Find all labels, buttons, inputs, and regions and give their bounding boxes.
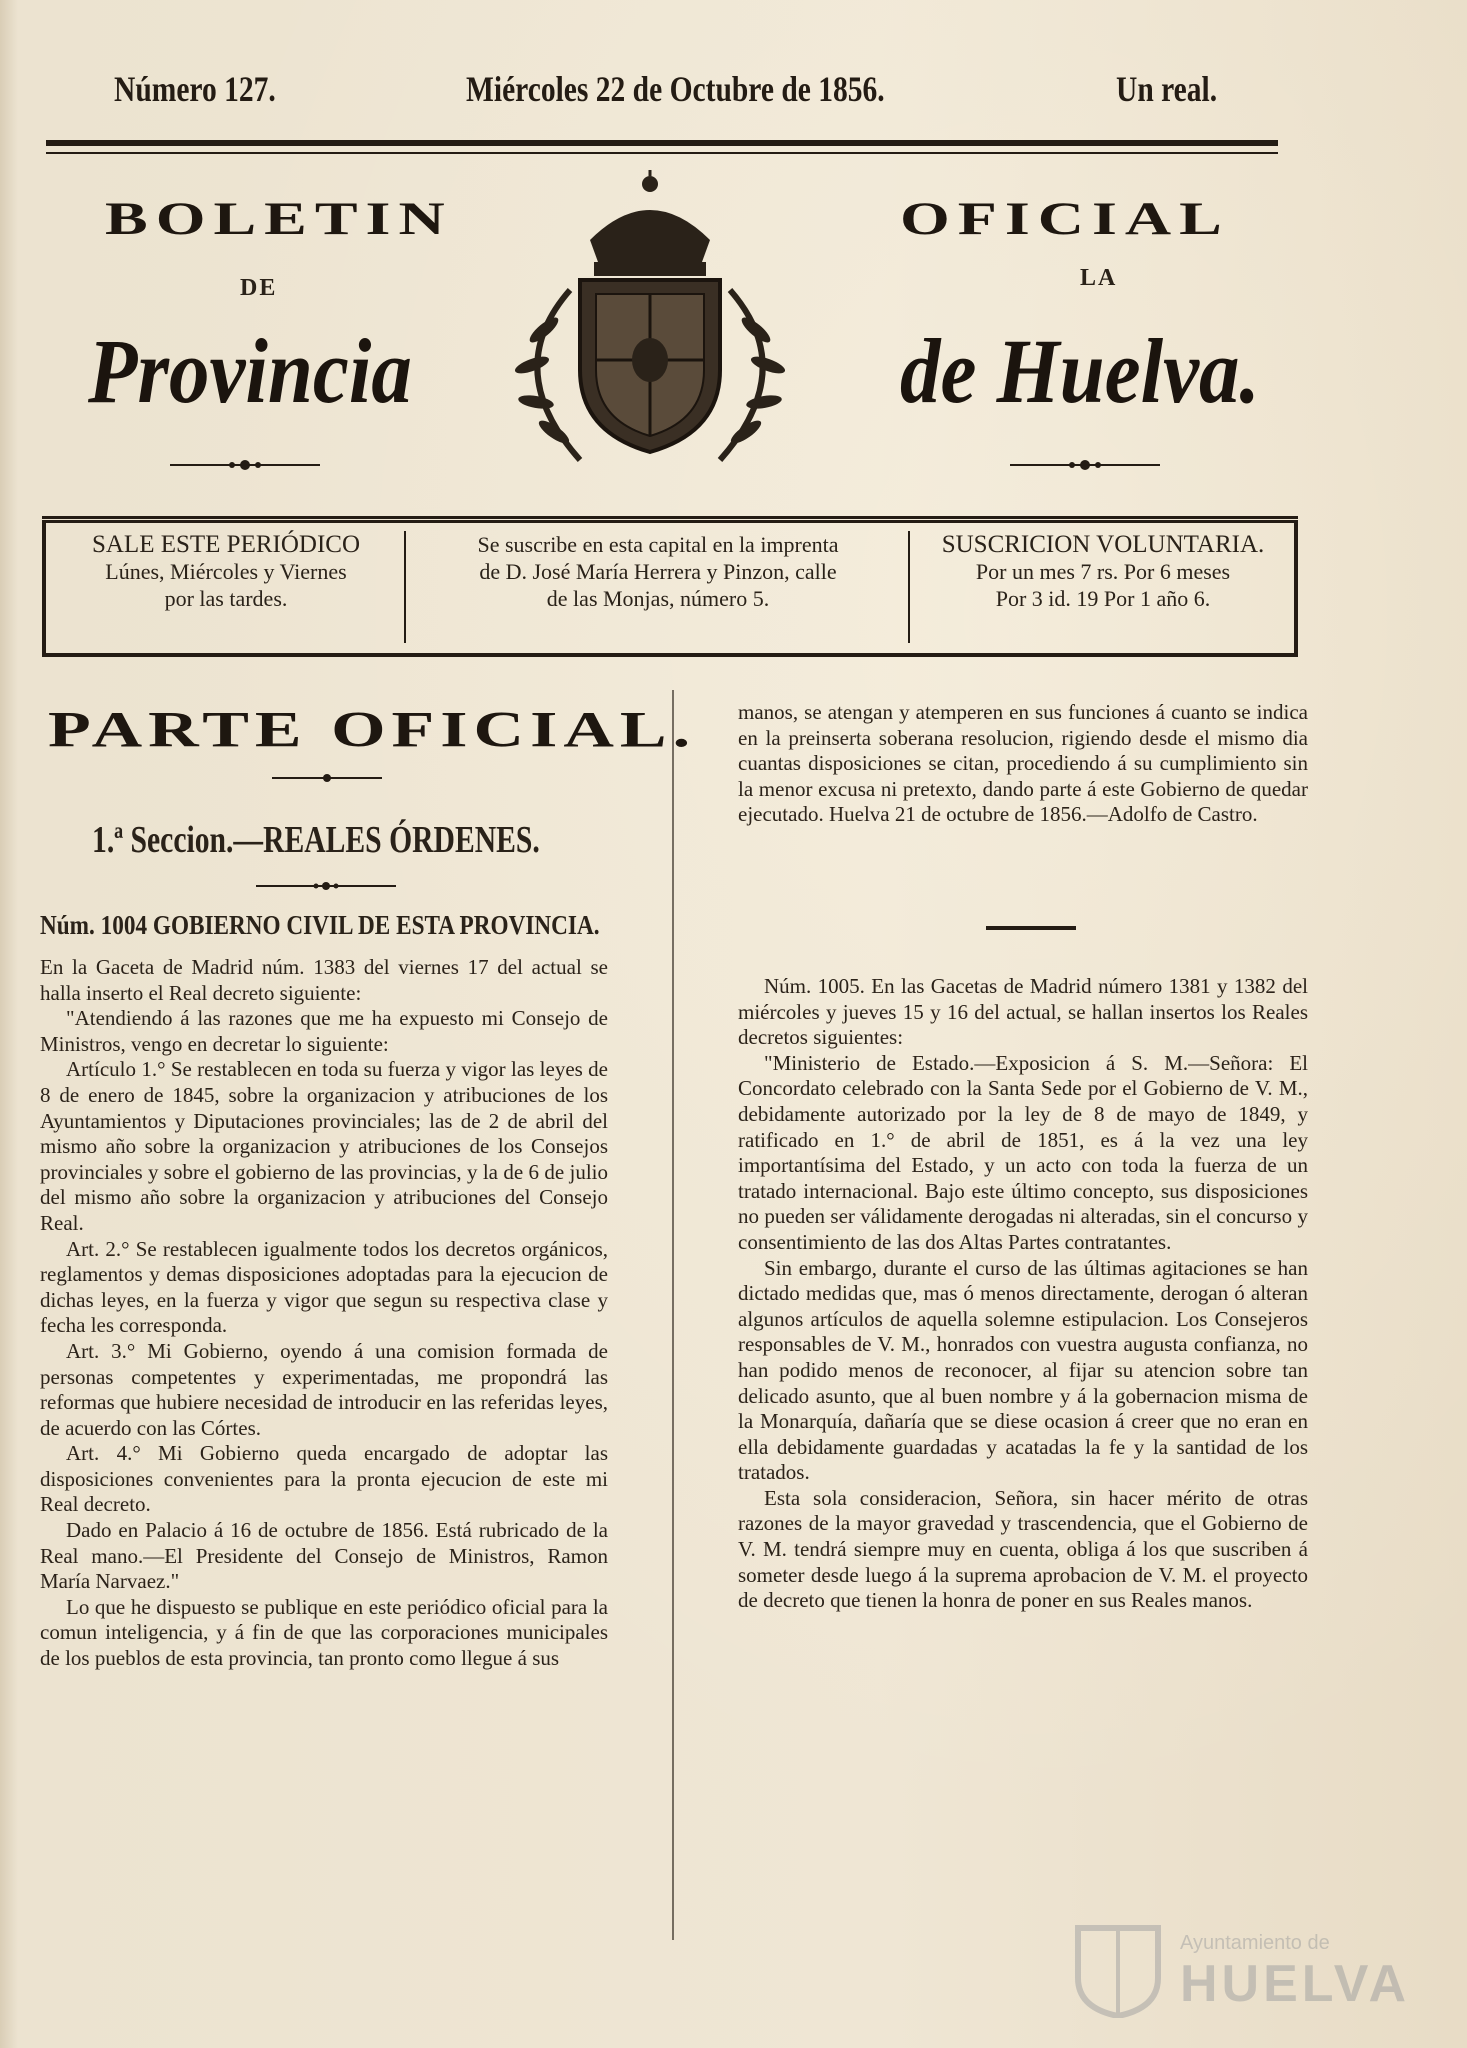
masthead-rule-thin <box>46 152 1278 154</box>
right-column-continuation <box>738 700 1308 828</box>
paragraph: manos, se atengan y atemperen en sus funciones á cuanto se indica en la preinserta soberana resolucion, rigiendo desde el mismo dia cuantas disposiciones se citan, procediendo á su cumplimiento sin la menor excusa ni pretexto, dando parte á este Gobierno de quedar ejecutado. Huelva 21 de octubre de 1856.—Adolfo de Castro. <box>738 700 1308 827</box>
title-boletin: BOLETIN <box>105 192 453 244</box>
title-la: LA <box>1080 265 1118 291</box>
paragraph: "Atendiendo á las razones que me ha expuesto mi Consejo de Ministros, vengo en decretar lo siguiente: <box>40 1006 608 1056</box>
title-provincia: Provincia <box>88 320 412 422</box>
paragraph: En la Gaceta de Madrid núm. 1383 del viernes 17 del actual se halla inserto el Real decreto siguiente: <box>40 955 608 1005</box>
paragraph: Art. 3.° Mi Gobierno, oyendo á una comision formada de personas competentes y experimentadas, me propondrá las reformas que hubiere necesidad de introducir en las referidas leyes, de acuerdo con las Córtes. <box>40 1338 608 1440</box>
paragraph: Esta sola consideracion, Señora, sin hacer mérito de otras razones de la mayor gravedad y trascendencia, que el Gobierno de V. M. tendrá siempre muy en cuenta, obliga á los que suscriben á someter desde luego á la suprema aprobacion de V. M. el proyecto de decreto que tienen la honra de poner en sus Reales manos. <box>738 1485 1308 1613</box>
infobox-left-border <box>42 523 46 653</box>
issue-date: Miércoles 22 de Octubre de 1856. <box>466 69 885 109</box>
title-oficial: OFICIAL <box>900 192 1230 244</box>
subscription-prices: SUSCRICION VOLUNTARIA. Por un mes 7 rs. Por 6 meses Por 3 id. 19 Por 1 año 6. <box>941 531 1265 611</box>
paragraph: Art. 4.° Mi Gobierno queda encargado de adoptar las disposiciones convenientes para la pronta ejecucion de este mi Real decreto. <box>40 1441 608 1517</box>
title-de: DE <box>240 275 278 301</box>
infobox-right-border <box>1294 523 1298 653</box>
right-column-text <box>738 974 1308 1614</box>
ornament-left-icon <box>170 458 320 472</box>
paragraph: "Ministerio de Estado.—Exposicion á S. M.—Señora: El Concordato celebrado con la Santa Sede por el Gobierno de V. M., debidamente autorizado por la ley de 8 de mayo de 1849, y ratificado en 1.° de abril de 1851, es á la vez una ley importantísima del Estado, y un acto con toda la fuerza de un tratado internacional. Bajo este último concepto, sus disposiciones no pueden ser válidamente derogadas ni alteradas, sin el concurso y consentimiento de las dos Altas Partes contratantes. <box>738 1050 1308 1254</box>
parte-oficial-heading: PARTE OFICIAL. <box>48 702 697 759</box>
paragraph: Lo que he dispuesto se publique en este periódico oficial para la comun inteligencia, y á fin de que las corporaciones municipales de los pueblos de esta provincia, tan pronto como llegue á sus <box>40 1594 608 1671</box>
publication-days: SALE ESTE PERIÓDICO Lúnes, Miércoles y Viernes por las tardes. <box>91 531 361 611</box>
paragraph: Dado en Palacio á 16 de octubre de 1856. Está rubricado de la Real mano.—El Presidente del Consejo de Ministros, Ramon María Narvaez." <box>40 1518 608 1594</box>
section-heading: 1.ª Seccion.—REALES ÓRDENES. <box>92 819 540 861</box>
left-column-text <box>40 955 608 1672</box>
column-divider <box>672 690 674 1940</box>
infobox-bottom-rule <box>42 654 1298 657</box>
ornament-right-icon <box>1010 458 1160 472</box>
dateline <box>0 68 1467 118</box>
infobox-divider-2 <box>908 531 910 643</box>
infobox-divider-1 <box>404 531 406 643</box>
subscription-infobox <box>42 520 1298 656</box>
masthead-rule-thick <box>46 140 1278 146</box>
archive-watermark <box>1068 1918 1411 2028</box>
paragraph: Art. 2.° Se restablecen igualmente todos los decretos orgánicos, reglamentos y demas disposiciones adoptadas para la ejecucion de dichas leyes, en la fuerza y vigor que segun su respectiva clase y fecha les corresponda. <box>40 1236 608 1338</box>
ornament-parte-icon <box>272 772 382 784</box>
paragraph: Artículo 1.° Se restablecen en toda su fuerza y vigor las leyes de 8 de enero de 1845, sobre la organizacion y atribuciones de los Ayuntamientos y Diputaciones provinciales; las de 2 de abril del mismo año sobre la organizacion y atribuciones de los Consejos provinciales y sobre el gobierno de las provincias, y la de 6 de julio del mismo año sobre la organizacion y atribuciones del Consejo Real. <box>40 1057 608 1235</box>
issue-price: Un real. <box>1116 69 1218 109</box>
paragraph: Núm. 1005. En las Gacetas de Madrid número 1381 y 1382 del miércoles y jueves 15 y 16 del actual, se hallan insertos los Reales decretos siguientes: <box>738 974 1308 1050</box>
infobox-top-rule <box>42 516 1298 519</box>
title-huelva: de Huelva. <box>900 320 1260 422</box>
notice-1004-heading: Núm. 1004 GOBIERNO CIVIL DE ESTA PROVINCIA. <box>40 910 600 940</box>
watermark-line1: Ayuntamiento de <box>1180 1932 1330 1954</box>
paragraph: Sin embargo, durante el curso de las últimas agitaciones se han dictado medidas que, mas ó menos directamente, derogan ó alteran algunos artículos de aquella solemne estipulacion. Los Consejeros responsables de V. M., honrados con vuestra augusta confianza, no han podido menos de reconocer, al fijar su atencion sobre tan delicado asunto, que al buen nombre y á la gobernacion misma de la Monarquía, dañaría que se diese ocasion á creer que no eran en ella debidamente guardadas y acatadas la fe y la santidad de los tratados. <box>738 1255 1308 1485</box>
notice-separator <box>986 926 1076 930</box>
watermark-emblem-icon <box>1068 1918 1168 2018</box>
issue-number: Número 127. <box>114 69 276 109</box>
coat-of-arms-icon <box>470 170 830 470</box>
subscription-place: Se suscribe en esta capital en la imprenta de D. José María Herrera y Pinzon, calle de las Monjas, número 5. <box>477 532 839 611</box>
watermark-line2: HUELVA <box>1180 1955 1411 2013</box>
ornament-section-icon <box>256 880 396 892</box>
